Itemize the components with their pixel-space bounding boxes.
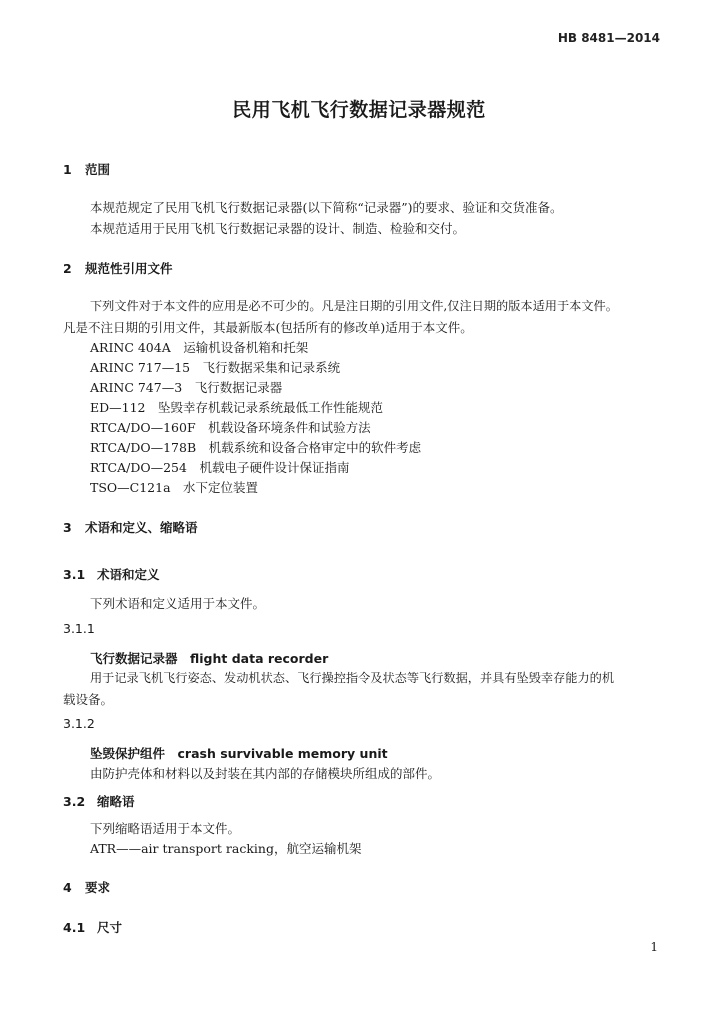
- term-definition-line-2: 载设备。: [63, 692, 114, 707]
- standard-number: HB 8481—2014: [557, 31, 660, 45]
- section-1-heading: 1 范围: [63, 162, 111, 177]
- abbreviation-atr: ATR——air transport racking，航空运输机架: [90, 841, 362, 856]
- term-crash-survivable-memory-unit: 坠毁保护组件 crash survivable memory unit: [90, 746, 388, 761]
- term-flight-data-recorder: 飞行数据记录器 flight data recorder: [90, 651, 329, 666]
- reference-item: RTCA/DO—160F 机载设备环境条件和试验方法: [90, 420, 371, 435]
- section-1-paragraph-1: 本规范规定了民用飞机飞行数据记录器(以下简称“记录器”)的要求、验证和交货准备。: [90, 200, 563, 215]
- reference-item: RTCA/DO—254 机载电子硬件设计保证指南: [90, 460, 350, 475]
- section-3-1-heading: 3.1 术语和定义: [63, 567, 160, 582]
- section-4-1-heading: 4.1 尺寸: [63, 920, 123, 935]
- term-definition-line-1: 用于记录飞机飞行姿态、发动机状态、飞行操控指令及状态等飞行数据，并具有坠毁幸存能力的机: [90, 671, 615, 685]
- reference-item: RTCA/DO—178B 机载系统和设备合格审定中的软件考虑: [90, 440, 422, 455]
- reference-item: ED—112 坠毁幸存机载记录系统最低工作性能规范: [90, 400, 384, 415]
- reference-item: ARINC 717—15 飞行数据采集和记录系统: [90, 360, 341, 375]
- section-4-heading: 4 要求: [63, 880, 111, 895]
- section-2-heading: 2 规范性引用文件: [63, 261, 173, 276]
- term-definition: 由防护壳体和材料以及封装在其内部的存储模块所组成的部件。: [90, 766, 441, 781]
- reference-item: ARINC 747—3 飞行数据记录器: [90, 380, 283, 395]
- section-1-paragraph-2: 本规范适用于民用飞机飞行数据记录器的设计、制造、检验和交付。: [90, 221, 466, 236]
- reference-item: TSO—C121a 水下定位装置: [90, 480, 259, 495]
- page-number: 1: [650, 940, 658, 954]
- section-3-1-2-number: 3.1.2: [63, 716, 95, 731]
- section-3-heading: 3 术语和定义、缩略语: [63, 520, 198, 535]
- section-3-1-1-number: 3.1.1: [63, 621, 95, 636]
- reference-item: ARINC 404A 运输机设备机箱和托架: [90, 340, 309, 355]
- section-3-2-paragraph: 下列缩略语适用于本文件。: [90, 821, 241, 836]
- section-3-2-heading: 3.2 缩略语: [63, 794, 135, 809]
- section-3-1-paragraph: 下列术语和定义适用于本文件。: [90, 596, 266, 611]
- section-2-paragraph-line-1: 下列文件对于本文件的应用是必不可少的。凡是注日期的引用文件,仅注日期的版本适用于本文件。: [90, 299, 618, 313]
- document-title: 民用飞机飞行数据记录器规范: [232, 99, 486, 121]
- section-2-paragraph-line-2: 凡是不注日期的引用文件，其最新版本(包括所有的修改单)适用于本文件。: [63, 320, 473, 335]
